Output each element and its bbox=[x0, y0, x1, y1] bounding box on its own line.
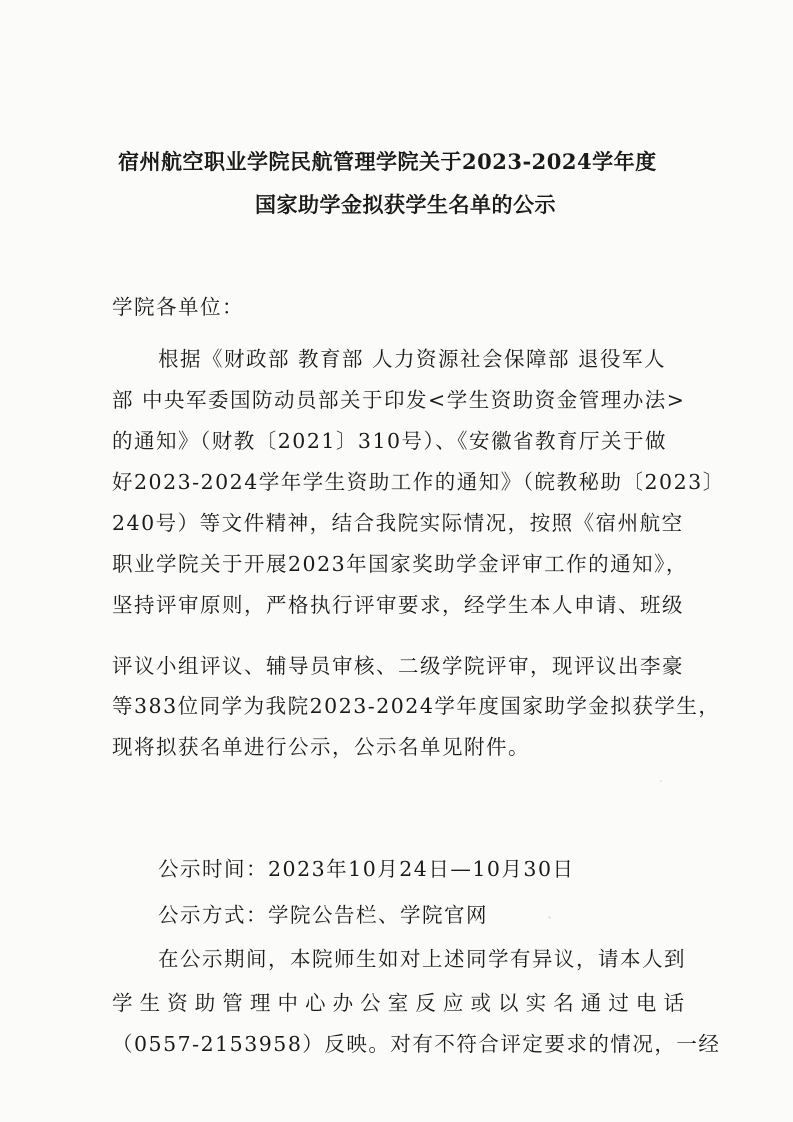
body-line: 好2023-2024学年学生资助工作的通知》（皖教秘助〔2023〕 bbox=[112, 470, 725, 494]
scan-speck bbox=[548, 916, 551, 919]
body-line: 评议小组评议、辅导员审核、二级学院评审，现评议出李豪 bbox=[112, 654, 684, 678]
body-line: 的通知》（财教〔2021〕310号）、《安徽省教育厅关于做 bbox=[112, 429, 668, 453]
body-line: 部 中央军委国防动员部关于印发<学生资助资金管理办法> bbox=[112, 388, 686, 412]
body-line: 等383位同学为我院2023-2024学年度国家助学金拟获学生， bbox=[112, 694, 721, 718]
body-line: 职业学院关于开展2023年国家奖助学金评审工作的通知》， bbox=[112, 552, 688, 576]
body-line: 现将拟获名单进行公示，公示名单见附件。 bbox=[112, 735, 530, 759]
objection-line: 学生资助管理中心办公室反应或以实名通过电话 bbox=[112, 991, 684, 1015]
objection-line: 在公示期间，本院师生如对上述同学有异议，请本人到 bbox=[158, 947, 686, 971]
scan-speck bbox=[660, 780, 662, 782]
publicity-time: 公示时间：2023年10月24日—10月30日 bbox=[158, 857, 575, 881]
body-line: 根据《财政部 教育部 人力资源社会保障部 退役军人 bbox=[158, 347, 667, 371]
publicity-method: 公示方式：学院公告栏、学院官网 bbox=[158, 903, 488, 927]
objection-line: （0557-2153958）反映。对有不符合评定要求的情况，一经 bbox=[112, 1032, 721, 1056]
body-line: 240号）等文件精神，结合我院实际情况，按照《宿州航空 bbox=[112, 511, 684, 535]
document-title-line-1: 宿州航空职业学院民航管理学院关于2023-2024学年度 bbox=[118, 149, 657, 174]
salutation: 学院各单位： bbox=[112, 295, 244, 319]
document-title-line-2: 国家助学金拟获学生名单的公示 bbox=[255, 192, 556, 217]
body-line: 坚持评审原则，严格执行评审要求，经学生本人申请、班级 bbox=[112, 593, 684, 617]
